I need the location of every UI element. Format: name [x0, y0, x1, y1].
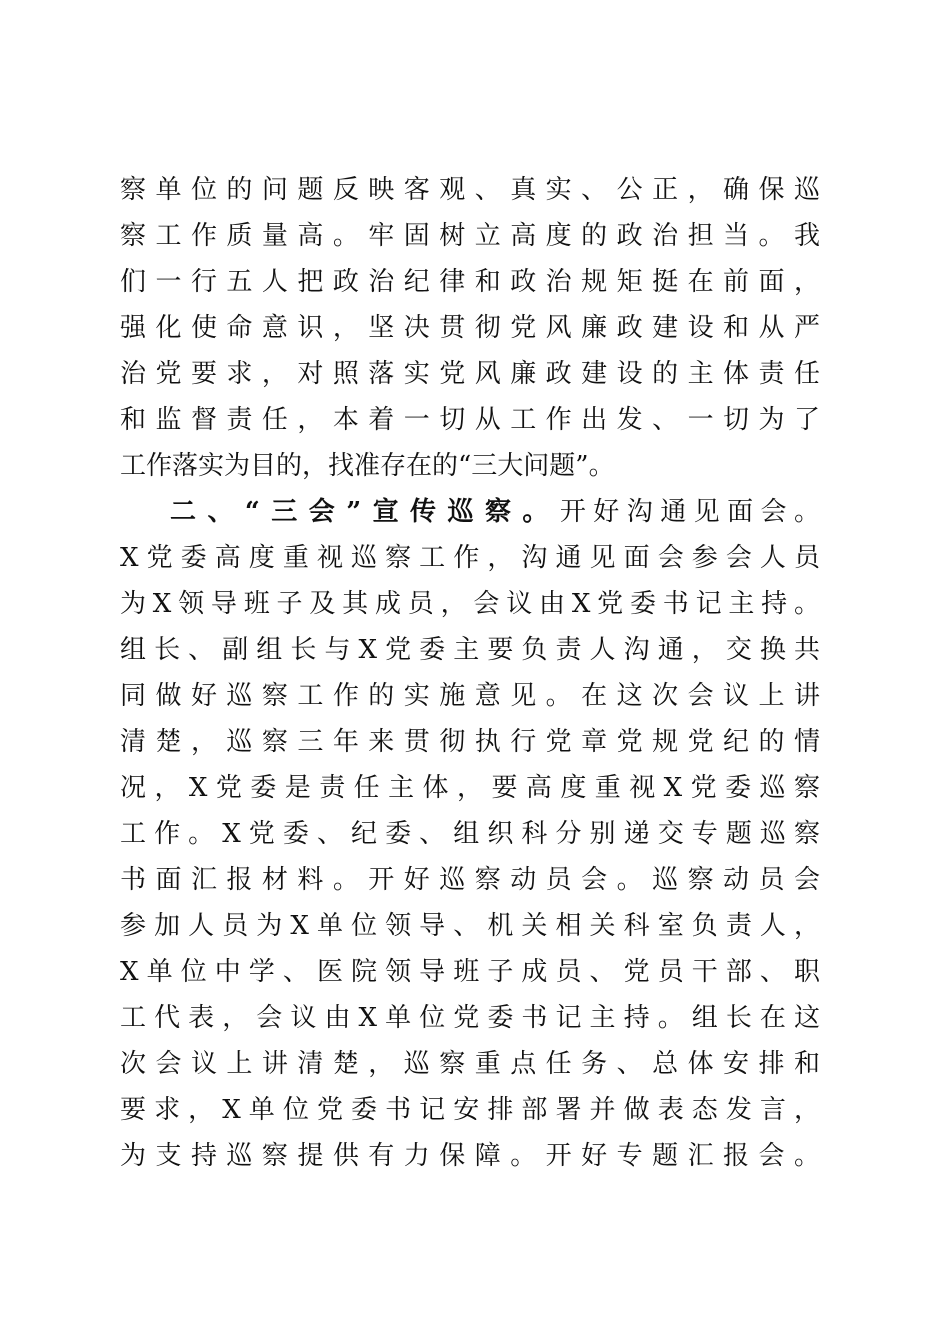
body-line: 况，X党委是责任主体，要高度重视X党委巡察: [120, 773, 820, 803]
body-line: 书面汇报材料。开好巡察动员会。巡察动员会: [120, 865, 820, 895]
body-line: 强化使命意识，坚决贯彻党风廉政建设和从严: [120, 313, 820, 343]
body-line: 为支持巡察提供有力保障。开好专题汇报会。: [120, 1141, 820, 1171]
body-line: 清楚，巡察三年来贯彻执行党章党规党纪的情: [120, 727, 820, 757]
body-line: 治党要求，对照落实党风廉政建设的主体责任: [120, 359, 820, 389]
body-line: 组长、副组长与X党委主要负责人沟通，交换共: [120, 635, 820, 665]
body-line: X单位中学、医院领导班子成员、党员干部、职: [120, 957, 820, 987]
body-line: 要求，X单位党委书记安排部署并做表态发言，: [120, 1095, 820, 1125]
body-line: X党委高度重视巡察工作，沟通见面会参会人员: [120, 543, 820, 573]
body-line: 工作落实为目的，找准存在的“三大问题”。: [120, 451, 615, 481]
section-heading-rest: 开好沟通见面会。: [559, 497, 820, 527]
body-line: 同做好巡察工作的实施意见。在这次会议上讲: [120, 681, 820, 711]
body-line: 和监督责任，本着一切从工作出发、一切为了: [120, 405, 820, 435]
body-line: 察单位的问题反映客观、真实、公正，确保巡: [120, 175, 820, 205]
section-heading: 二、“三会”宣传巡察。: [170, 497, 560, 527]
body-line: 工代表，会议由X单位党委书记主持。组长在这: [120, 1003, 820, 1033]
body-line: 工作。X党委、纪委、组织科分别递交专题巡察: [120, 819, 820, 849]
body-line: 察工作质量高。牢固树立高度的政治担当。我: [120, 221, 820, 251]
body-line: 们一行五人把政治纪律和政治规矩挺在前面，: [120, 267, 820, 297]
section-heading-line: [170, 492, 820, 532]
body-line: 参加人员为X单位领导、机关相关科室负责人，: [120, 911, 820, 941]
body-line: 次会议上讲清楚，巡察重点任务、总体安排和: [120, 1049, 820, 1079]
body-line: 为X领导班子及其成员，会议由X党委书记主持。: [120, 589, 820, 619]
